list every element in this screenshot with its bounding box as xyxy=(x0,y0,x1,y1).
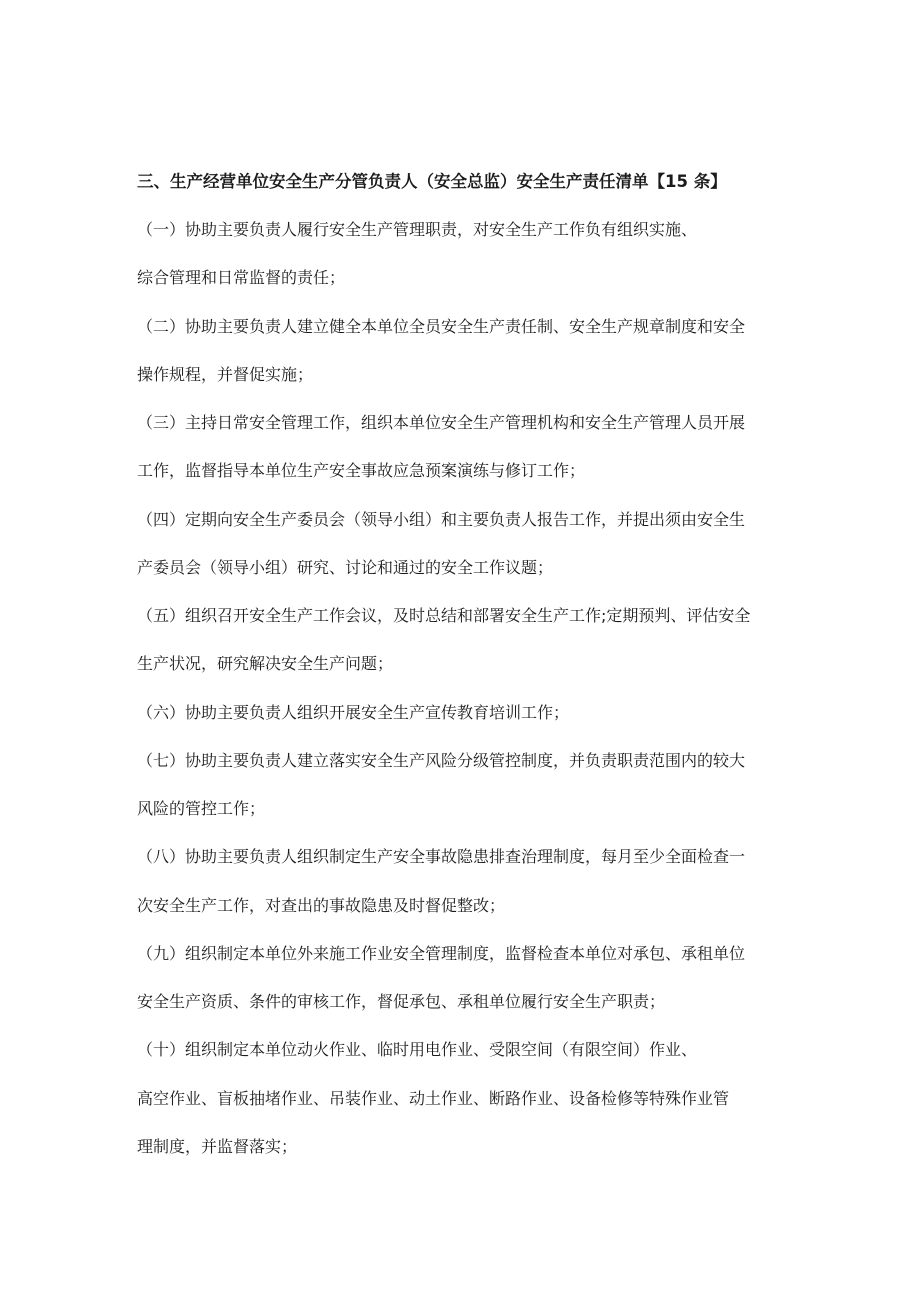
text-line-14: （八）协助主要负责人组织制定生产安全事故隐患排查治理制度，每月至少全面检查一 xyxy=(137,847,746,866)
text-line-18: （十）组织制定本单位动火作业、临时用电作业、受限空间（有限空间）作业、 xyxy=(137,1040,698,1059)
text-line-13: 风险的管控工作； xyxy=(137,799,266,818)
text-line-5: （三）主持日常安全管理工作，组织本单位安全生产管理机构和安全生产管理人员开展 xyxy=(137,413,746,432)
text-line-10: 生产状况，研究解决安全生产问题； xyxy=(137,654,394,673)
text-line-9: （五）组织召开安全生产工作会议，及时总结和部署安全生产工作;定期预判、评估安全 xyxy=(137,606,751,625)
text-line-7: （四）定期向安全生产委员会（领导小组）和主要负责人报告工作，并提出须由安全生 xyxy=(137,510,746,529)
text-line-2: 综合管理和日常监督的责任； xyxy=(137,268,346,287)
text-line-15: 次安全生产工作，对查出的事故隐患及时督促整改； xyxy=(137,896,506,915)
section-heading: 三、生产经营单位安全生产分管负责人（安全总监）安全生产责任清单【15 条】 xyxy=(137,172,727,191)
text-line-8: 产委员会（领导小组）研究、讨论和通过的安全工作议题； xyxy=(137,558,554,577)
text-line-1: （一）协助主要负责人履行安全生产管理职责，对安全生产工作负有组织实施、 xyxy=(137,220,698,239)
text-line-17: 安全生产资质、条件的审核工作，督促承包、承租单位履行安全生产职责； xyxy=(137,992,666,1011)
text-line-3: （二）协助主要负责人建立健全本单位全员安全生产责任制、安全生产规章制度和安全 xyxy=(137,317,746,336)
text-line-20: 理制度，并监督落实； xyxy=(137,1137,298,1156)
text-line-19: 高空作业、盲板抽堵作业、吊装作业、动土作业、断路作业、设备检修等特殊作业管 xyxy=(137,1089,730,1108)
text-line-4: 操作规程，并督促实施； xyxy=(137,365,314,384)
text-line-16: （九）组织制定本单位外来施工作业安全管理制度，监督检查本单位对承包、承租单位 xyxy=(137,944,746,963)
text-line-12: （七）协助主要负责人建立落实安全生产风险分级管控制度，并负责职责范围内的较大 xyxy=(137,751,746,770)
text-line-11: （六）协助主要负责人组织开展安全生产宣传教育培训工作； xyxy=(137,703,570,722)
text-line-6: 工作，监督指导本单位生产安全事故应急预案演练与修订工作； xyxy=(137,461,586,480)
